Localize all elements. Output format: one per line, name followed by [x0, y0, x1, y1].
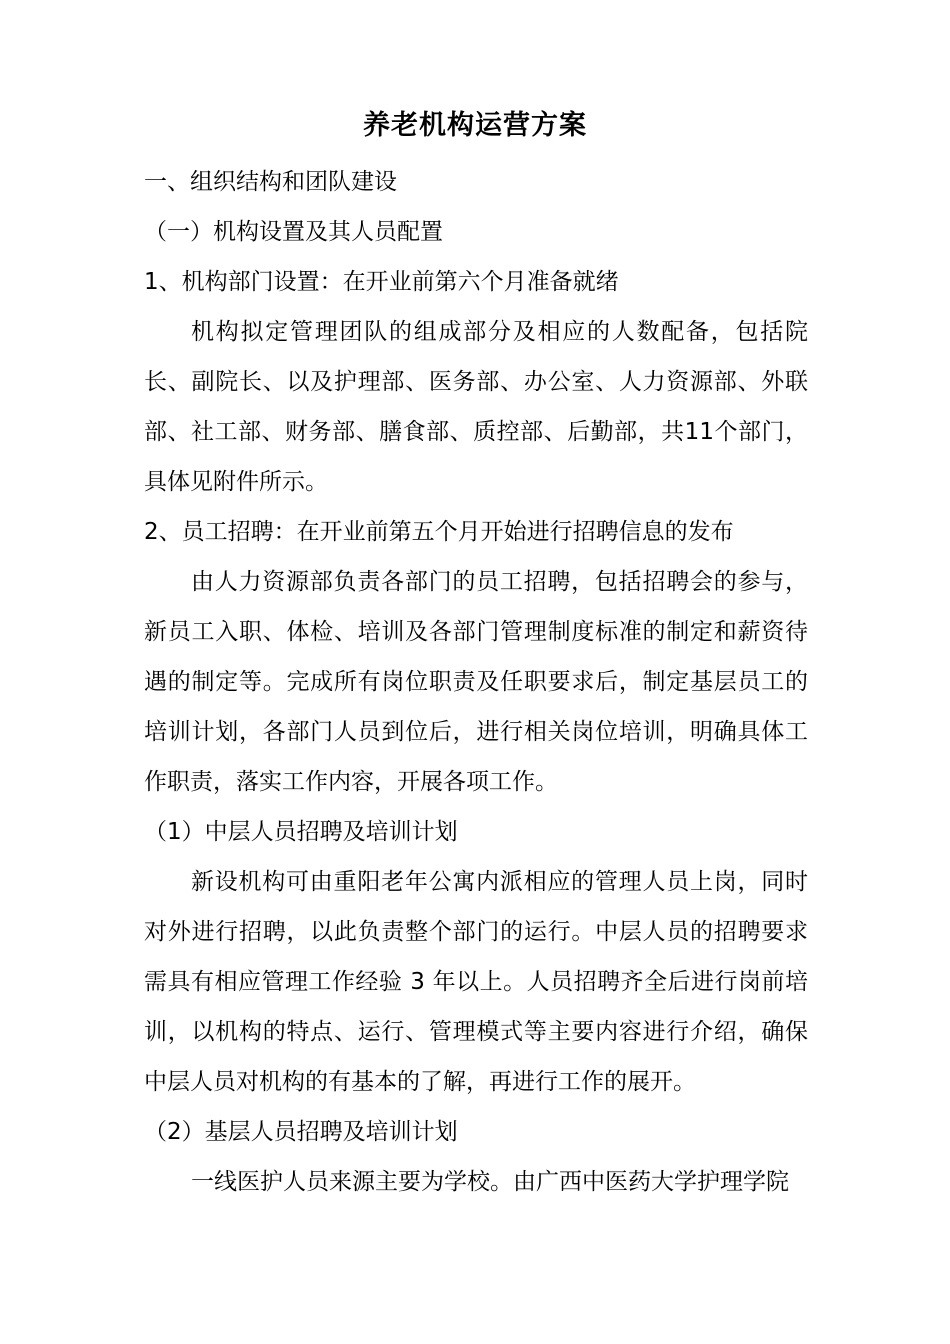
- body-paragraph-4: 一线医护人员来源主要为学校。由广西中医药大学护理学院: [191, 1169, 789, 1195]
- item-heading-2: 2、员工招聘：在开业前第五个月开始进行招聘信息的发布: [144, 519, 734, 545]
- subitem-heading-2: （2）基层人员招聘及培训计划: [144, 1119, 458, 1145]
- body-paragraph-1: 机构拟定管理团队的组成部分及相应的人数配备，包括院长、副院长、以及护理部、医务部、办公室、人力资源部、外联部、社工部、财务部、膳食部、质控部、后勤部，共11个部门，具体见附件所示。: [144, 319, 808, 495]
- item-heading-1: 1、机构部门设置：在开业前第六个月准备就绪: [144, 269, 619, 295]
- subitem-heading-1: （1）中层人员招聘及培训计划: [144, 819, 458, 845]
- document-body: [144, 157, 808, 1207]
- body-paragraph-2: 由人力资源部负责各部门的员工招聘，包括招聘会的参与，新员工入职、体检、培训及各部门管理制度标准的制定和薪资待遇的制定等。完成所有岗位职责及任职要求后，制定基层员工的培训计划，各部门人员到位后，进行相关岗位培训，明确具体工作职责，落实工作内容，开展各项工作。: [144, 569, 808, 795]
- document-title: 养老机构运营方案: [363, 110, 587, 141]
- section-heading-1: 一、组织结构和团队建设: [144, 169, 397, 195]
- body-paragraph-3: 新设机构可由重阳老年公寓内派相应的管理人员上岗，同时对外进行招聘，以此负责整个部门的运行。中层人员的招聘要求需具有相应管理工作经验 3 年以上。人员招聘齐全后进行岗前培训，以机构的特点、运行、管理模式等主要内容进行介绍，确保中层人员对机构的有基本的了解，再进行工作的展开。: [144, 869, 808, 1095]
- subsection-heading-1: （一）机构设置及其人员配置: [144, 219, 443, 245]
